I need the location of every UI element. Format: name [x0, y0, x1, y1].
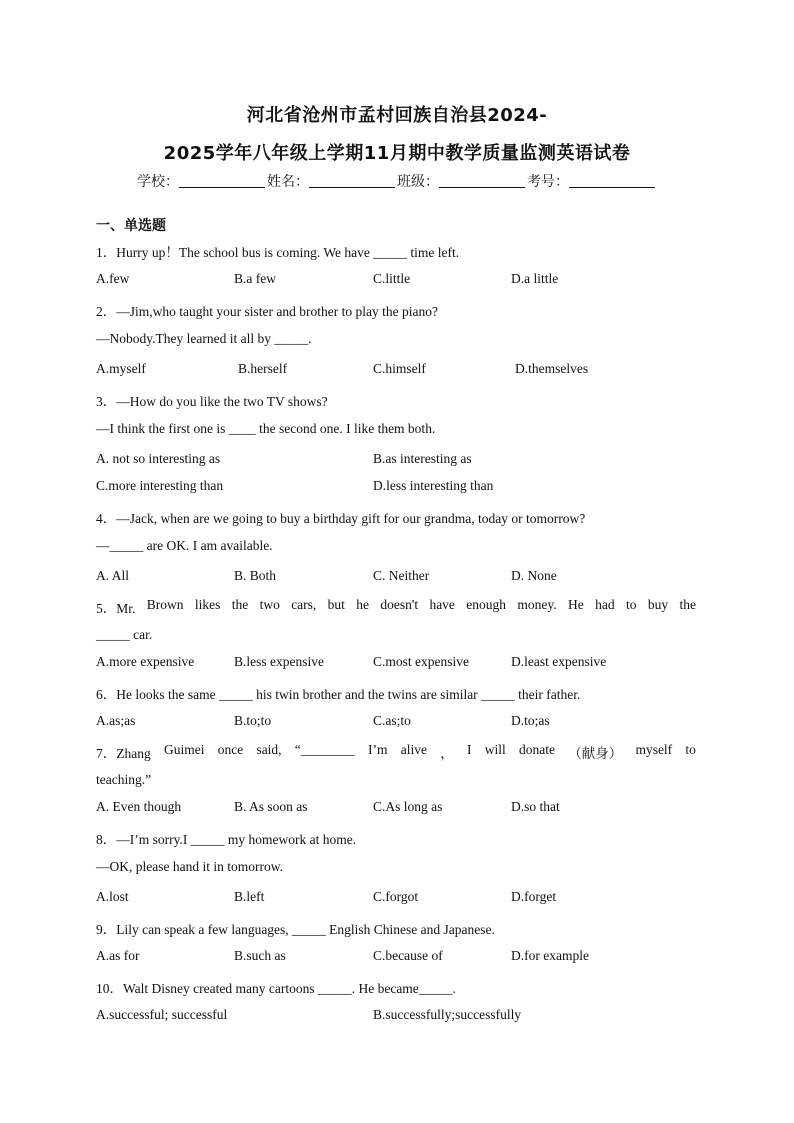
question-9-option-c[interactable]: C.because of: [373, 948, 443, 963]
question-7-option-c[interactable]: C.As long as: [373, 799, 443, 814]
question-10-option-a[interactable]: A.successful; successful: [96, 1007, 228, 1022]
question-8-option-d[interactable]: D.forget: [511, 889, 557, 904]
question-4-option-a[interactable]: A. All: [96, 568, 130, 583]
stem-word: donate: [518, 742, 555, 757]
stem-word: once: [217, 742, 244, 757]
question-3-stem: 3．—How do you like the two TV shows?: [96, 394, 328, 409]
stem-word: myself: [635, 742, 673, 757]
stem-word: buy: [647, 597, 669, 612]
name-label: 姓名：: [267, 174, 309, 190]
question-1-option-c[interactable]: C.little: [373, 271, 411, 286]
question-2-option-d[interactable]: D.themselves: [515, 361, 589, 376]
class-label: 班级：: [397, 174, 439, 190]
school-blank[interactable]: [179, 173, 265, 188]
question-5-option-d[interactable]: D.least expensive: [511, 654, 607, 669]
question-9-option-b[interactable]: B.such as: [234, 948, 286, 963]
stem-word: I’m: [368, 742, 388, 757]
stem-word: Guimei: [163, 742, 205, 757]
stem-word: will: [484, 742, 506, 757]
question-2-option-a[interactable]: A.myself: [96, 361, 146, 376]
school-label: 学校：: [137, 174, 179, 190]
stem-word: the: [679, 597, 696, 612]
stem-word: have: [429, 597, 455, 612]
stem-word: the: [231, 597, 249, 612]
student-info-row: [0, 171, 794, 191]
question-3-reply: —I think the first one is ____ the second one. I like them both.: [96, 421, 436, 436]
question-8-option-b[interactable]: B.left: [234, 889, 265, 904]
stem-word: I: [466, 742, 472, 757]
stem-word: 5．Mr.: [96, 601, 136, 616]
stem-word: “________: [294, 742, 355, 757]
question-5-option-a[interactable]: A.more expensive: [96, 654, 195, 669]
stem-word: （献身）: [568, 746, 623, 761]
stem-word: doesn't: [380, 597, 419, 612]
question-7-stem-cont: teaching.”: [96, 772, 152, 787]
question-1-option-d[interactable]: D.a little: [511, 271, 559, 286]
stem-word: said,: [256, 742, 282, 757]
question-8-stem: 8．—I’m sorry.I _____ my homework at home.: [96, 832, 357, 847]
stem-word: to: [625, 597, 637, 612]
question-4-stem: 4．—Jack, when are we going to buy a birthday gift for our grandma, today or tomorrow?: [96, 511, 586, 526]
stem-word: had: [595, 597, 615, 612]
class-blank[interactable]: [439, 173, 525, 188]
question-8-option-c[interactable]: C.forgot: [373, 889, 419, 904]
question-4-option-d[interactable]: D. None: [511, 568, 557, 583]
stem-word: to: [685, 742, 696, 757]
exam-no-blank[interactable]: [569, 173, 655, 188]
exam-title-line1: 河北省沧州市孟村回族自治县2024-: [246, 105, 548, 126]
question-6-option-a[interactable]: A.as;as: [96, 713, 136, 728]
question-2-reply: —Nobody.They learned it all by _____.: [96, 331, 312, 346]
question-1-option-b[interactable]: B.a few: [234, 271, 276, 286]
question-7-stem: [96, 742, 696, 762]
stem-word: enough: [466, 597, 507, 612]
stem-word: 7．Zhang: [96, 746, 151, 761]
question-5-stem: [96, 597, 696, 617]
question-9-option-d[interactable]: D.for example: [511, 948, 589, 963]
question-1-option-a[interactable]: A.few: [96, 271, 130, 286]
stem-word: he: [356, 597, 370, 612]
question-4-option-b[interactable]: B. Both: [234, 568, 277, 583]
question-4-reply: —_____ are OK. I am available.: [96, 538, 273, 553]
question-7-option-b[interactable]: B. As soon as: [234, 799, 308, 814]
stem-word: two: [259, 597, 280, 612]
question-3-option-b[interactable]: B.as interesting as: [373, 451, 472, 466]
question-5-stem-cont: _____ car.: [96, 627, 153, 642]
stem-word: alive: [400, 742, 428, 757]
stem-word: but: [327, 597, 345, 612]
question-9-stem: 9．Lily can speak a few languages, _____ English Chinese and Japanese.: [96, 922, 495, 937]
stem-word: money.: [517, 597, 557, 612]
section-title: 一、单选题: [96, 218, 166, 234]
question-8-option-a[interactable]: A.lost: [96, 889, 129, 904]
question-7-option-d[interactable]: D.so that: [511, 799, 560, 814]
question-10-stem: 10．Walt Disney created many cartoons _____. He became_____.: [96, 981, 456, 996]
question-4-option-c[interactable]: C. Neither: [373, 568, 430, 583]
question-2-option-c[interactable]: C.himself: [373, 361, 426, 376]
question-2-stem: 2．—Jim,who taught your sister and brother to play the piano?: [96, 304, 438, 319]
stem-word: likes: [194, 597, 221, 612]
question-9-option-a[interactable]: A.as for: [96, 948, 140, 963]
exam-no-label: 考号：: [527, 174, 569, 190]
stem-word: ，: [440, 746, 454, 761]
question-2-option-b[interactable]: B.herself: [238, 361, 288, 376]
question-3-option-d[interactable]: D.less interesting than: [373, 478, 494, 493]
name-blank[interactable]: [309, 173, 395, 188]
question-3-option-a[interactable]: A. not so interesting as: [96, 451, 221, 466]
question-5-option-b[interactable]: B.less expensive: [234, 654, 324, 669]
question-5-option-c[interactable]: C.most expensive: [373, 654, 469, 669]
stem-word: He: [568, 597, 584, 612]
question-6-option-d[interactable]: D.to;as: [511, 713, 550, 728]
stem-word: cars,: [291, 597, 317, 612]
question-3-option-c[interactable]: C.more interesting than: [96, 478, 224, 493]
question-6-option-b[interactable]: B.to;to: [234, 713, 272, 728]
question-10-option-b[interactable]: B.successfully;successfully: [373, 1007, 522, 1022]
exam-title-line2: 2025学年八年级上学期11月期中教学质量监测英语试卷: [163, 143, 631, 164]
question-8-reply: —OK, please hand it in tomorrow.: [96, 859, 283, 874]
question-6-stem: 6．He looks the same _____ his twin brother and the twins are similar _____ their father.: [96, 687, 581, 702]
question-6-option-c[interactable]: C.as;to: [373, 713, 411, 728]
stem-word: Brown: [146, 597, 184, 612]
question-1-stem: 1．Hurry up！The school bus is coming. We have _____ time left.: [96, 245, 460, 260]
question-7-option-a[interactable]: A. Even though: [96, 799, 182, 814]
